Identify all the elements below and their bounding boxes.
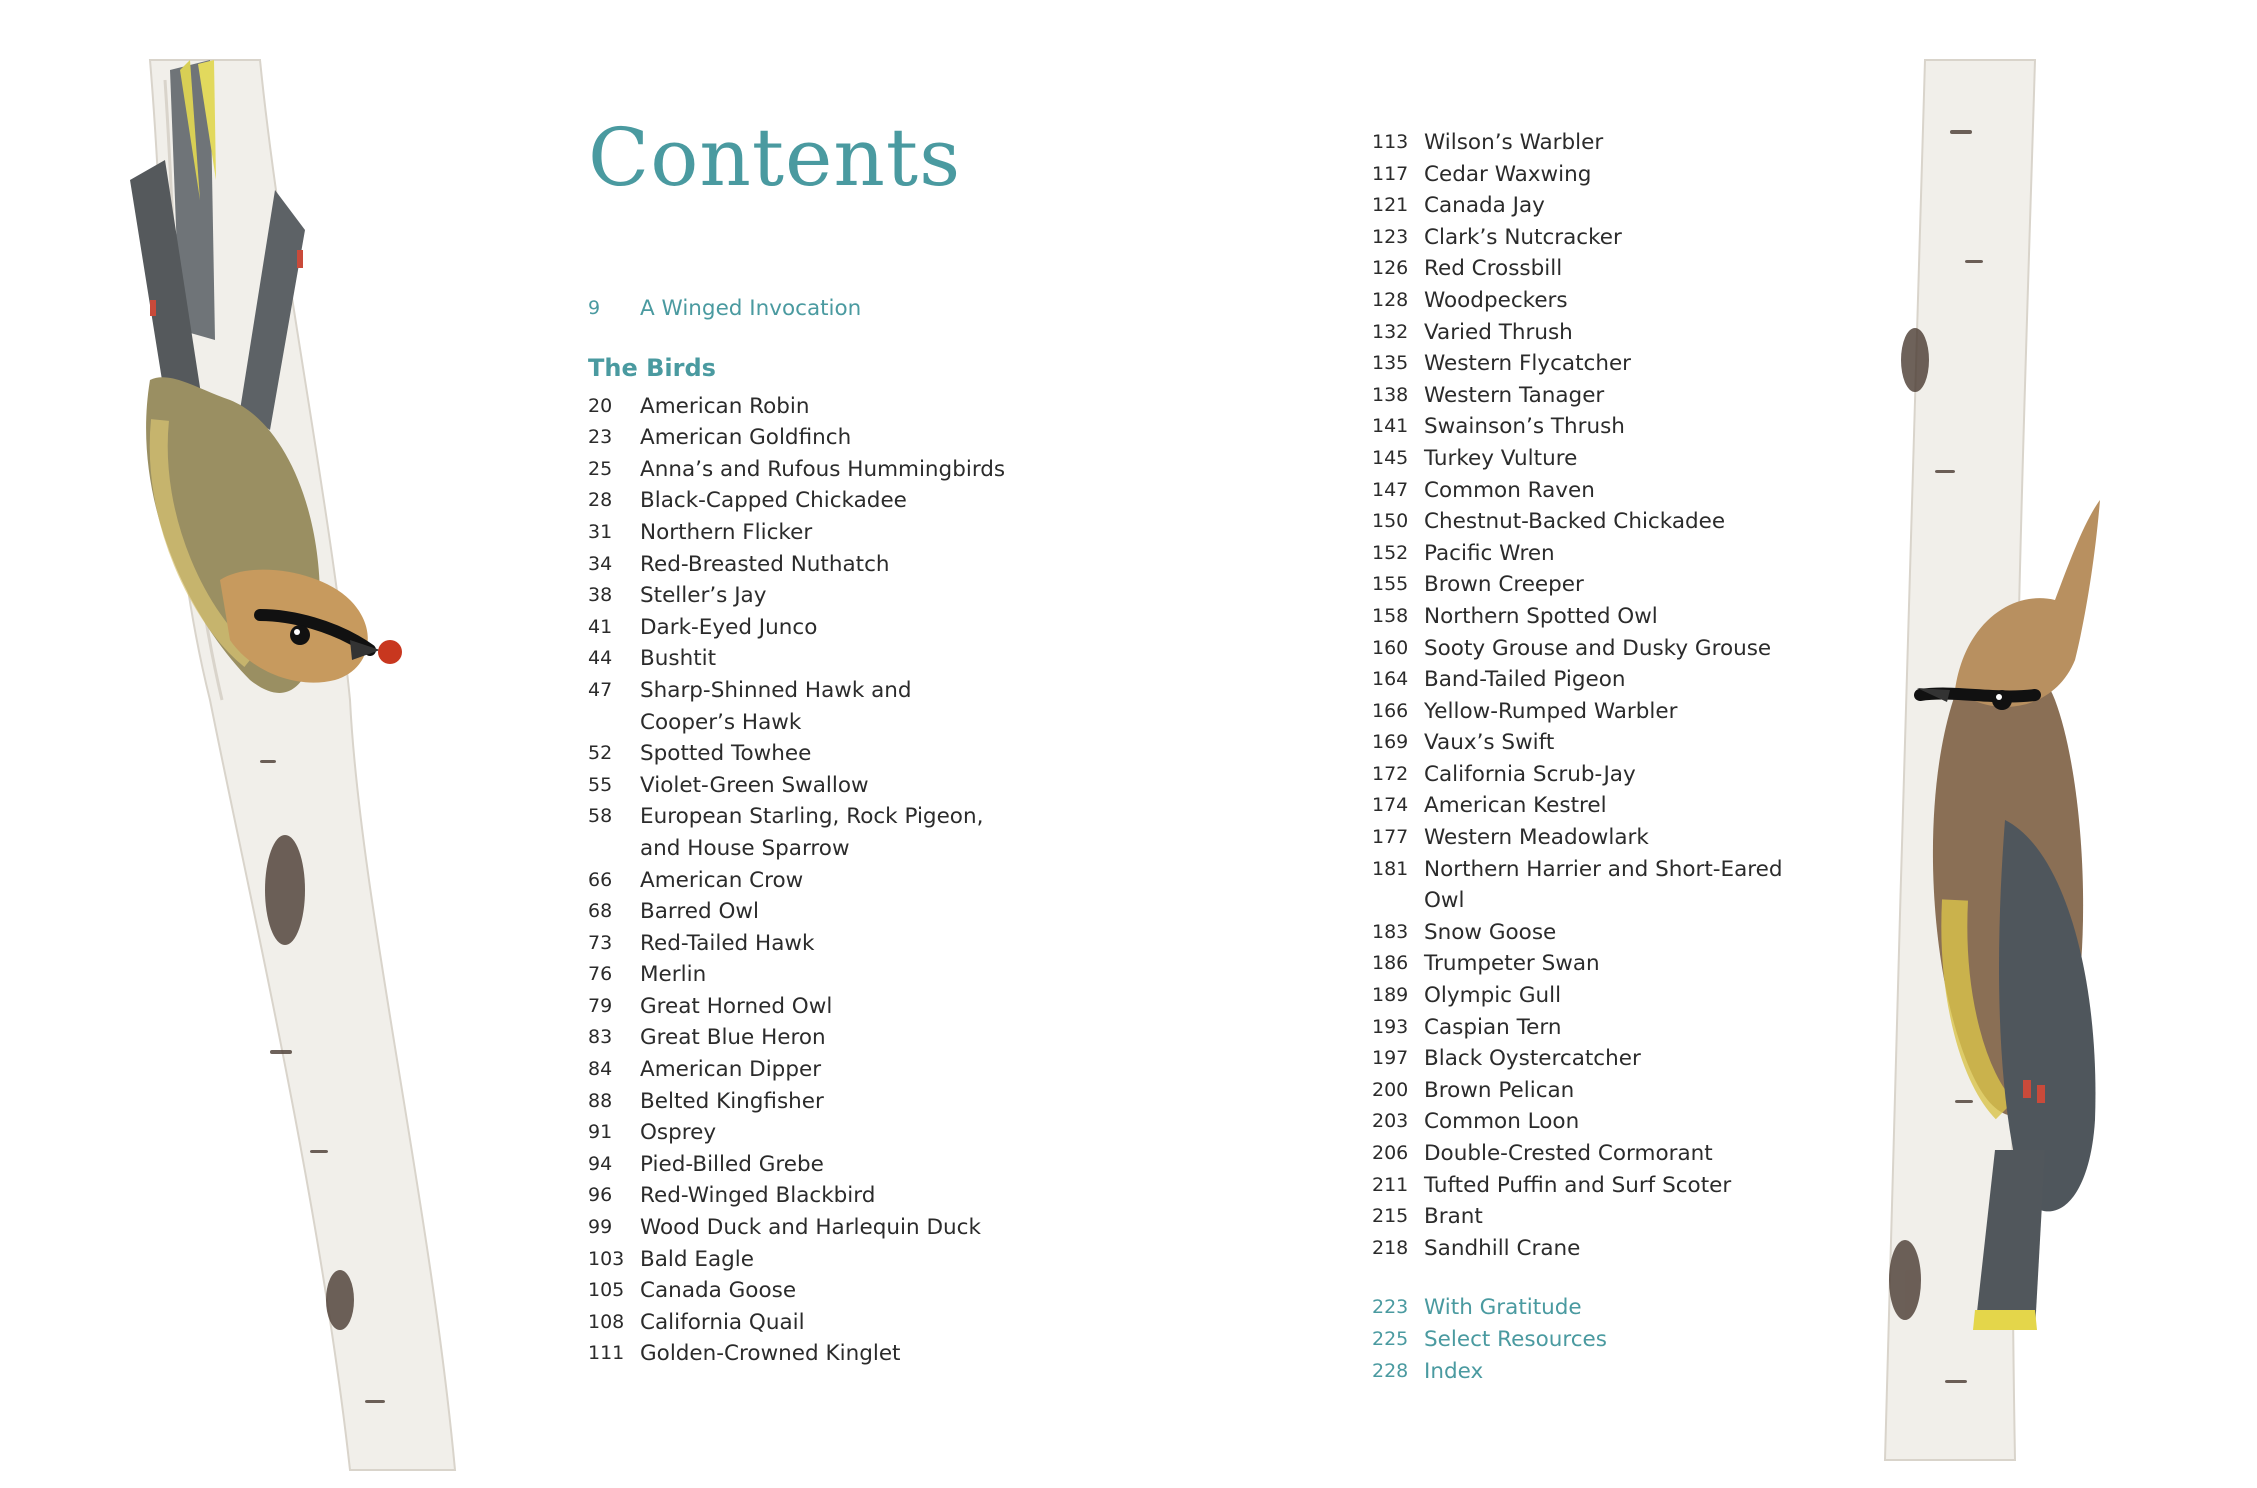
toc-entry-name: American Kestrel	[1424, 793, 1607, 819]
toc-entry-name: Chestnut-Backed Chickadee	[1424, 509, 1726, 535]
toc-page-number: 150	[1372, 510, 1409, 533]
toc-entry-name: Sandhill Crane	[1424, 1235, 1581, 1261]
toc-entry-name: Brown Pelican	[1424, 1077, 1575, 1103]
toc-entry-name: Red-Tailed Hawk	[640, 930, 815, 956]
toc-entry-name: Band-Tailed Pigeon	[1424, 667, 1626, 693]
toc-entry-name: Belted Kingfisher	[640, 1088, 824, 1114]
toc-entry[interactable]	[588, 549, 890, 581]
toc-entry-name: Turkey Vulture	[1424, 445, 1578, 471]
toc-entry[interactable]	[588, 517, 813, 549]
toc-page-number: 66	[588, 868, 613, 891]
toc-page-number: 47	[588, 678, 613, 701]
toc-entry-name: Common Loon	[1424, 1109, 1580, 1135]
toc-entry[interactable]	[588, 612, 818, 644]
toc-entry-name: Double-Crested Cormorant	[1424, 1141, 1713, 1166]
toc-page-number: 96	[588, 1184, 613, 1207]
toc-page-number: 52	[588, 742, 613, 765]
toc-entry[interactable]	[588, 643, 716, 675]
toc-entry-name: Trumpeter Swan	[1424, 951, 1600, 977]
toc-entry-name: Tufted Puffin and Surf Scoter	[1424, 1172, 1732, 1198]
toc-entry[interactable]	[588, 675, 912, 738]
toc-page-number: 166	[1372, 699, 1409, 722]
toc-page-number: 181	[1372, 857, 1409, 880]
toc-page-number: 121	[1372, 194, 1409, 217]
toc-page-number: 183	[1372, 920, 1409, 943]
toc-entry-name: California Scrub-Jay	[1424, 761, 1636, 787]
toc-entry-name: Osprey	[640, 1120, 717, 1146]
toc-page-number: 28	[588, 489, 613, 512]
toc-entry-name: Dark-Eyed Junco	[640, 614, 818, 640]
toc-entry[interactable]	[588, 959, 716, 991]
toc-entry[interactable]	[588, 1022, 826, 1054]
toc-page-number: 9	[588, 297, 601, 319]
toc-page-number: 155	[1372, 573, 1409, 596]
toc-entry-name: Black-Capped Chickadee	[640, 488, 907, 514]
toc-entry-name: Canada Jay	[1424, 193, 1545, 219]
toc-entry-name: Snow Goose	[1424, 919, 1557, 945]
toc-page-number: 174	[1372, 794, 1409, 817]
toc-page-number: 218	[1372, 1236, 1409, 1259]
toc-page-number: 108	[588, 1310, 625, 1333]
toc-page-number: 68	[588, 900, 613, 923]
toc-page-number: 158	[1372, 604, 1409, 627]
toc-entry-name: Anna’s and Rufous Hummingbirds	[640, 456, 1006, 482]
toc-entry-intro[interactable]	[588, 293, 862, 325]
toc-entry-name: Sharp-Shinned Hawk and Cooper’s Hawk	[640, 677, 912, 735]
toc-page-number: 172	[1372, 762, 1409, 785]
toc-entry-name: Northern Flicker	[640, 519, 813, 545]
toc-page-number: 197	[1372, 1047, 1409, 1070]
toc-page-number: 76	[588, 963, 613, 986]
toc-entry[interactable]	[588, 422, 852, 454]
toc-column-left	[588, 293, 1006, 1370]
toc-entry[interactable]	[588, 1149, 824, 1181]
toc-page-number: 200	[1372, 1078, 1409, 1101]
toc-entry-name: Common Raven	[1424, 477, 1595, 503]
toc-page-number: 99	[588, 1216, 613, 1239]
toc-entry-name: Caspian Tern	[1424, 1014, 1562, 1040]
toc-entry[interactable]	[588, 928, 815, 960]
toc-entry[interactable]	[588, 1054, 822, 1086]
toc-entry[interactable]	[588, 1180, 876, 1212]
toc-entry-name: American Crow	[640, 867, 804, 893]
toc-page-number: 145	[1372, 446, 1409, 469]
toc-entry-name: Merlin	[640, 962, 707, 988]
toc-entry-name: Spotted Towhee	[640, 741, 812, 767]
toc-page-number: 126	[1372, 257, 1409, 280]
toc-page-number: 128	[1372, 288, 1409, 311]
toc-entry-name: Clark’s Nutcracker	[1424, 224, 1622, 250]
toc-entry-name: Western Tanager	[1424, 382, 1605, 408]
toc-page-number: 206	[1372, 1142, 1409, 1164]
toc-entry-name: With Gratitude	[1424, 1295, 1582, 1321]
toc-entry-name: Vaux’s Swift	[1424, 730, 1555, 756]
toc-entry[interactable]	[588, 991, 833, 1023]
toc-page-number: 55	[588, 773, 613, 796]
toc-entry-name: Olympic Gull	[1424, 983, 1562, 1009]
toc-entry[interactable]	[588, 801, 984, 864]
toc-entry-name: Great Horned Owl	[640, 993, 833, 1019]
toc-entry-name: Violet-Green Swallow	[640, 772, 869, 798]
toc-page-number: 225	[1372, 1327, 1409, 1350]
toc-entry-name: American Dipper	[640, 1057, 822, 1083]
toc-page-number: 111	[588, 1342, 625, 1365]
toc-entry-name: Index	[1424, 1358, 1484, 1384]
toc-entry-name: Brant	[1424, 1204, 1483, 1230]
toc-page-number: 138	[1372, 383, 1409, 406]
toc-entry-name: Select Resources	[1424, 1326, 1607, 1352]
toc-page-number: 41	[588, 615, 613, 638]
toc-entry[interactable]	[588, 391, 810, 423]
toc-page-number: 23	[588, 426, 613, 449]
toc-page-number: 141	[1372, 415, 1409, 438]
toc-entry[interactable]	[588, 770, 869, 802]
waxwing-birch-illustration-right	[1855, 0, 2175, 1488]
toc-page-number: 123	[1372, 225, 1409, 248]
toc-page-number: 132	[1372, 320, 1409, 343]
toc-page-number: 203	[1372, 1110, 1409, 1133]
toc-page-number: 135	[1372, 352, 1409, 375]
toc-entry[interactable]	[588, 1117, 716, 1149]
toc-page-number: 25	[588, 457, 613, 480]
toc-entry-name: A Winged Invocation	[640, 296, 862, 321]
toc-entry[interactable]	[588, 896, 759, 928]
toc-entry-name: American Goldfinch	[640, 425, 852, 451]
toc-entry-name: Western Flycatcher	[1424, 351, 1632, 377]
toc-entry-name: Steller’s Jay	[640, 583, 767, 609]
toc-entry-name: Red-Winged Blackbird	[640, 1183, 876, 1209]
toc-entry-name: Pacific Wren	[1424, 540, 1555, 566]
toc-page-number: 58	[588, 805, 613, 828]
toc-entry-name: Brown Creeper	[1424, 572, 1584, 598]
toc-entry[interactable]	[588, 738, 812, 770]
toc-page-number: 228	[1372, 1359, 1409, 1382]
toc-page-number: 38	[588, 584, 613, 607]
page-title: Contents	[588, 111, 962, 204]
toc-entry-name: Great Blue Heron	[640, 1025, 826, 1051]
toc-page-number: 160	[1372, 636, 1409, 659]
toc-page-number: 193	[1372, 1015, 1409, 1038]
toc-entry-name: Yellow-Rumped Warbler	[1424, 698, 1678, 724]
toc-page-number: 44	[588, 647, 613, 670]
toc-entry-name: Northern Spotted Owl	[1424, 603, 1658, 629]
toc-page-number: 84	[588, 1058, 613, 1081]
toc-page-number: 186	[1372, 952, 1409, 975]
toc-entry-name: European Starling, Rock Pigeon, and House Sparrow	[640, 804, 984, 861]
toc-page-number: 88	[588, 1089, 613, 1112]
toc-entry[interactable]	[588, 1244, 754, 1276]
toc-page-number: 169	[1372, 731, 1409, 754]
toc-entry[interactable]	[588, 1086, 824, 1118]
toc-page-number: 73	[588, 931, 613, 954]
toc-entry-name: Bald Eagle	[640, 1246, 754, 1272]
toc-page-number: 164	[1372, 668, 1409, 691]
toc-entry-name: Woodpeckers	[1424, 287, 1568, 313]
toc-entry-name: Canada Goose	[640, 1278, 797, 1304]
toc-page-number: 94	[588, 1152, 613, 1175]
toc-entry-name: Red-Breasted Nuthatch	[640, 551, 890, 577]
toc-entry-name: Red Crossbill	[1424, 256, 1563, 282]
section-heading-the-birds: The Birds	[588, 353, 716, 382]
toc-entry-name: Golden-Crowned Kinglet	[640, 1341, 901, 1367]
toc-page-number: 177	[1372, 826, 1409, 849]
toc-entry[interactable]	[588, 1275, 797, 1307]
toc-entry-name: Black Oystercatcher	[1424, 1046, 1641, 1072]
toc-page-number: 113	[1372, 131, 1409, 153]
toc-page-number: 223	[1372, 1296, 1409, 1319]
toc-entry-name: Western Meadowlark	[1424, 825, 1649, 851]
toc-page-number: 79	[588, 994, 613, 1017]
toc-entry-name: Wood Duck and Harlequin Duck	[640, 1215, 981, 1241]
toc-page-number: 211	[1372, 1173, 1409, 1196]
toc-entry-name: Bushtit	[640, 646, 717, 672]
toc-entry[interactable]	[588, 580, 767, 612]
toc-entry[interactable]	[588, 454, 1006, 486]
toc-page-number: 105	[588, 1279, 625, 1302]
toc-page-number: 83	[588, 1026, 613, 1049]
toc-entry[interactable]	[588, 485, 907, 517]
toc-page-number: 91	[588, 1121, 613, 1144]
toc-entry-name: Wilson’s Warbler	[1424, 130, 1604, 155]
toc-entry-name: Sooty Grouse and Dusky Grouse	[1424, 635, 1772, 661]
toc-entry-name: Barred Owl	[640, 899, 759, 925]
toc-page-number: 147	[1372, 478, 1409, 501]
toc-page-number: 189	[1372, 984, 1409, 1007]
toc-list-left	[588, 391, 1006, 1370]
toc-entry-name: Varied Thrush	[1424, 319, 1573, 345]
waxwing-birch-illustration-left	[110, 0, 460, 1488]
toc-page-number: 117	[1372, 162, 1409, 185]
toc-page-number: 20	[588, 394, 613, 417]
toc-entry-name: American Robin	[640, 393, 810, 419]
toc-page-number: 31	[588, 520, 613, 543]
toc-entry[interactable]	[588, 865, 804, 897]
toc-entry[interactable]	[588, 1338, 901, 1370]
toc-entry-name: Cedar Waxwing	[1424, 161, 1592, 187]
toc-page-number: 34	[588, 552, 613, 575]
toc-entry[interactable]	[588, 1307, 805, 1339]
toc-entry-name: Swainson’s Thrush	[1424, 414, 1625, 440]
toc-entry-name: Pied-Billed Grebe	[640, 1151, 824, 1177]
toc-page-number: 215	[1372, 1205, 1409, 1228]
toc-page-number: 103	[588, 1247, 625, 1270]
toc-entry[interactable]	[588, 1212, 981, 1244]
toc-entry-name: California Quail	[640, 1309, 805, 1335]
toc-entry-name: Northern Harrier and Short-Eared Owl	[1424, 856, 1783, 914]
toc-page-number: 152	[1372, 541, 1409, 564]
